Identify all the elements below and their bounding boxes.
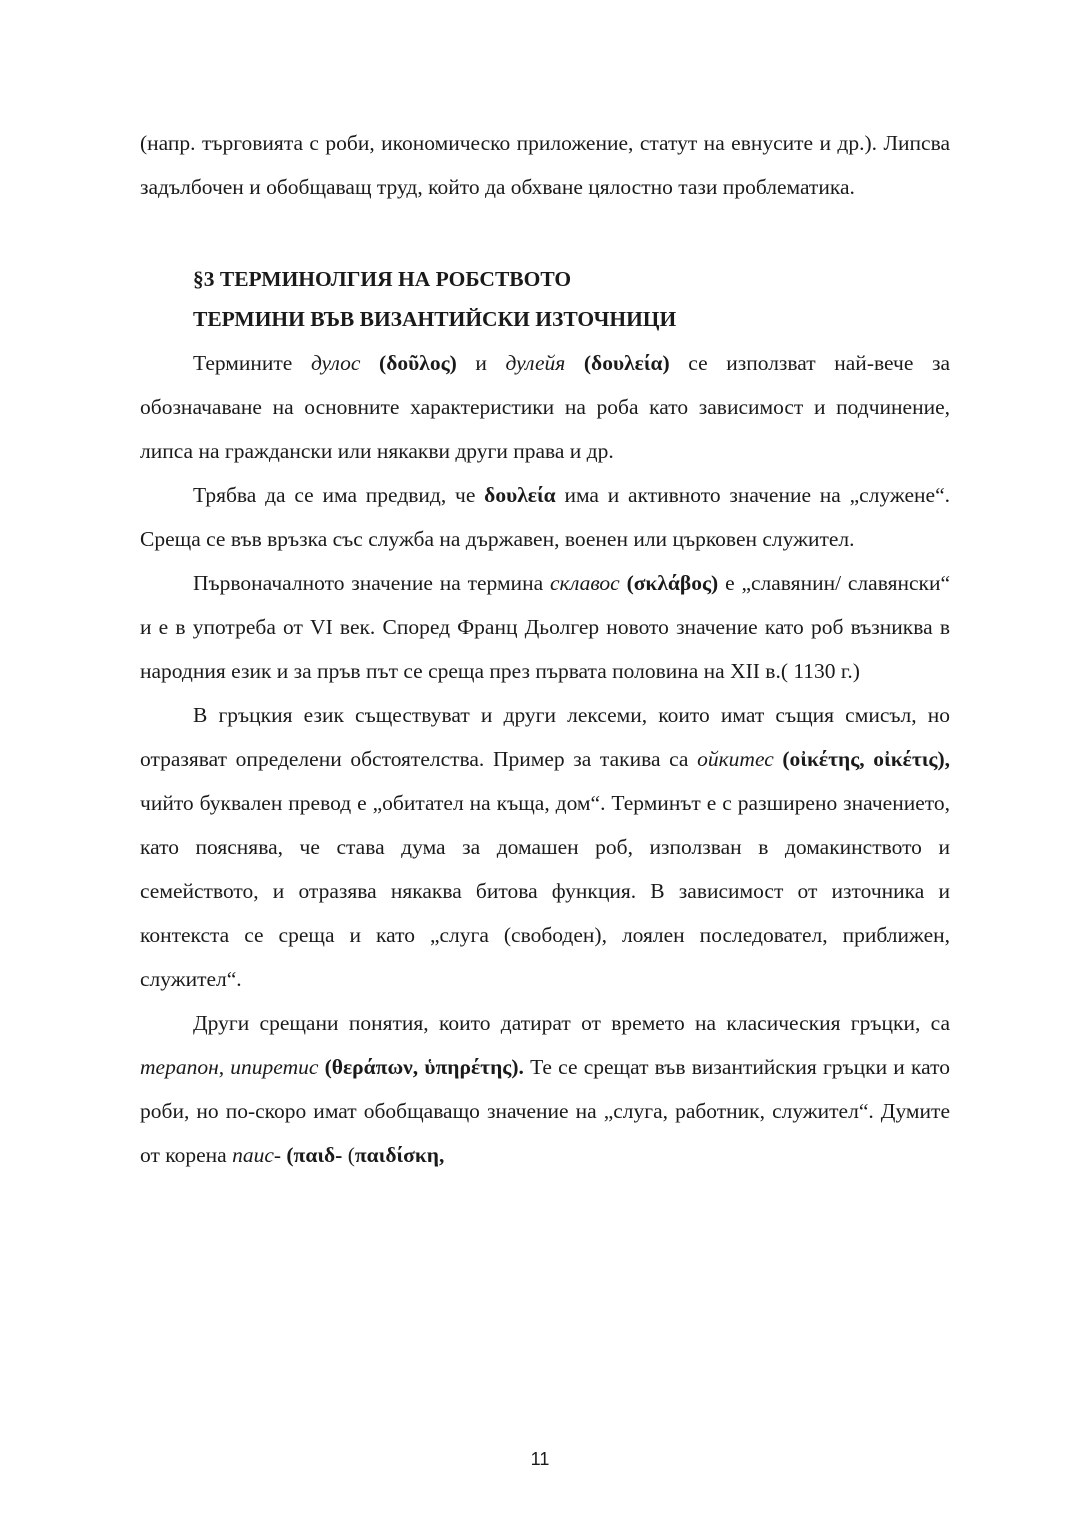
italic-term: терапон, ипиретис bbox=[140, 1055, 319, 1079]
greek-term: (δουλεία) bbox=[583, 351, 670, 375]
text-run: и bbox=[456, 351, 506, 375]
greek-term: (οἰκέτης, οἰκέτις), bbox=[782, 747, 951, 771]
italic-term: склавос bbox=[549, 571, 620, 595]
text-run: ( bbox=[342, 1143, 355, 1167]
document-page bbox=[140, 121, 950, 1177]
text-run: Други срещани понятия, които датират от времето на класическия гръцки, са bbox=[193, 1011, 950, 1035]
greek-term: (θεράπων, ὑπηρέτης). bbox=[324, 1055, 524, 1079]
intro-text: (напр. търговията с роби, икономическо приложение, статут на евнусите и др.). Липсва задълбочен и обобщаващ труд, който да обхване цялостно тази проблематика. bbox=[140, 131, 950, 199]
greek-term: (παιδ- bbox=[286, 1143, 343, 1167]
italic-term: паис- bbox=[232, 1143, 282, 1167]
intro-paragraph bbox=[140, 121, 950, 209]
paragraph-douleia bbox=[140, 473, 950, 561]
text-run: има и активното значение на „служене“. Среща се във връзка със служба на държавен, военен или църковен служител. bbox=[140, 483, 951, 551]
paragraph-sklavos bbox=[140, 561, 950, 693]
text-run bbox=[620, 571, 627, 595]
greek-term: παιδίσκη, bbox=[354, 1143, 445, 1167]
paragraph-therapon bbox=[140, 1001, 950, 1177]
text-run: чийто буквален превод е „обитател на къща, дом“. Терминът е с разширено значението, като пояснява, че става дума за домашен роб, използван в домакинството и семейството, и отразява някаква битова функция. В зависимост от източника и контекста се среща и като „слуга (свободен), лоялен последовател, приближен, служител“. bbox=[140, 791, 950, 991]
greek-term: δουλεία bbox=[484, 483, 556, 507]
text-run: Термините bbox=[193, 351, 311, 375]
greek-term: (δοῦλος) bbox=[379, 351, 457, 375]
greek-term: (σκλάβος) bbox=[626, 571, 719, 595]
section-subheading: ТЕРМИНИ ВЪВ ВИЗАНТИЙСКИ ИЗТОЧНИЦИ bbox=[193, 307, 677, 331]
text-run bbox=[360, 351, 379, 375]
text-run bbox=[565, 351, 584, 375]
italic-term: дулейя bbox=[505, 351, 566, 375]
text-run: В гръцкия език съществуват и други лексеми, които имат същия смисъл, но отразяват определени обстоятелства. Пример за такива са bbox=[140, 703, 950, 771]
paragraph-doulos bbox=[140, 341, 950, 473]
italic-term: ойкитес bbox=[697, 747, 774, 771]
text-run: Те се срещат във византийския гръцки и като роби, но по-скоро имат обобщаващо значение на „слуга, работник, служител“. Думите от корена bbox=[140, 1055, 950, 1167]
text-run: Първоначалното значение на термина bbox=[193, 571, 550, 595]
text-run: Трябва да се има предвид, че bbox=[193, 483, 485, 507]
paragraph-oiketes bbox=[140, 693, 950, 1001]
text-run: е „славянин/ славянски“ и е в употреба от VI век. Според Франц Дьолгер новото значение като роб възниква в народния език и за пръв път се среща през първата половина на XII в.( 1130 г.) bbox=[140, 571, 951, 683]
page-number: 11 bbox=[530, 1449, 550, 1469]
section-heading-block bbox=[140, 259, 950, 339]
text-run: се използват най-вече за обозначаване на основните характеристики на роба като зависимост и подчинение, липса на граждански или някакви други права и др. bbox=[140, 351, 950, 463]
italic-term: дулос bbox=[310, 351, 361, 375]
section-heading: §3 ТЕРМИНОЛГИЯ НА РОБСТВОТО bbox=[193, 267, 572, 291]
